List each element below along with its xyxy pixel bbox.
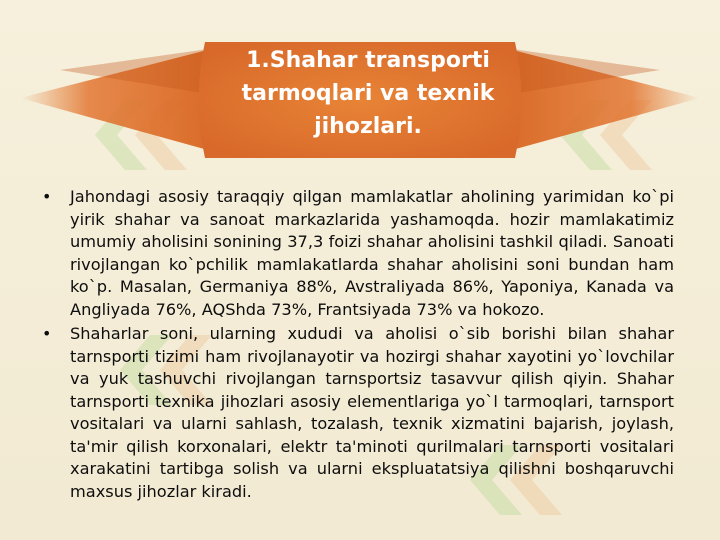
bullet-item [42,186,674,321]
slide-title: 1.Shahar transporti tarmoqlari va texnik jihozlari. [241,48,495,139]
bullet-marker: • [42,324,52,343]
bullet-marker: • [42,187,52,206]
bullet-text: Shaharlar soni, ularning xududi va aholisi o`sib borishi bilan shahar tarnsporti tizimi ham rivojlanayotir va hozirgi shahar xayotini yo`lovchilar va yuk tashuvchi rivojlangan tarnsportsiz tasavvur qilish qiyin. Shahar tarnsporti texnika jihozlari asosiy elementlariga yo`l tarmoqlari, tarnsport vositalari va ularni sahlash, tozalash, texnik xizmatini bajarish, joylash, ta'mir qilish korxonalari, elektr ta'minoti qurilmalari tarnsporti vositalari xarakatini tartibga solish va ularni ekspluatatsiya qilishni boshqaruvchi maxsus jihozlar kiradi. [70,324,674,501]
bullet-item [42,323,674,503]
bullet-list [42,186,674,505]
bullet-text: Jahondagi asosiy taraqqiy qilgan mamlakatlar aholining yarimidan ko`pi yirik shahar va sanoat markazlarida yashamoqda. hozir mamlakatimiz umumiy aholisini sonining 37,3 foizi shahar aholisini tashkil qiladi. Sanoati rivojlangan ko`pchilik mamlakatlarda shahar aholisini soni bundan ham ko`p. Masalan, Germaniya 88%, Avstraliyada 86%, Yaponiya, Kanada va Angliyada 76%, AQShda 73%, Frantsiyada 73% va hokozo. [70,187,674,319]
